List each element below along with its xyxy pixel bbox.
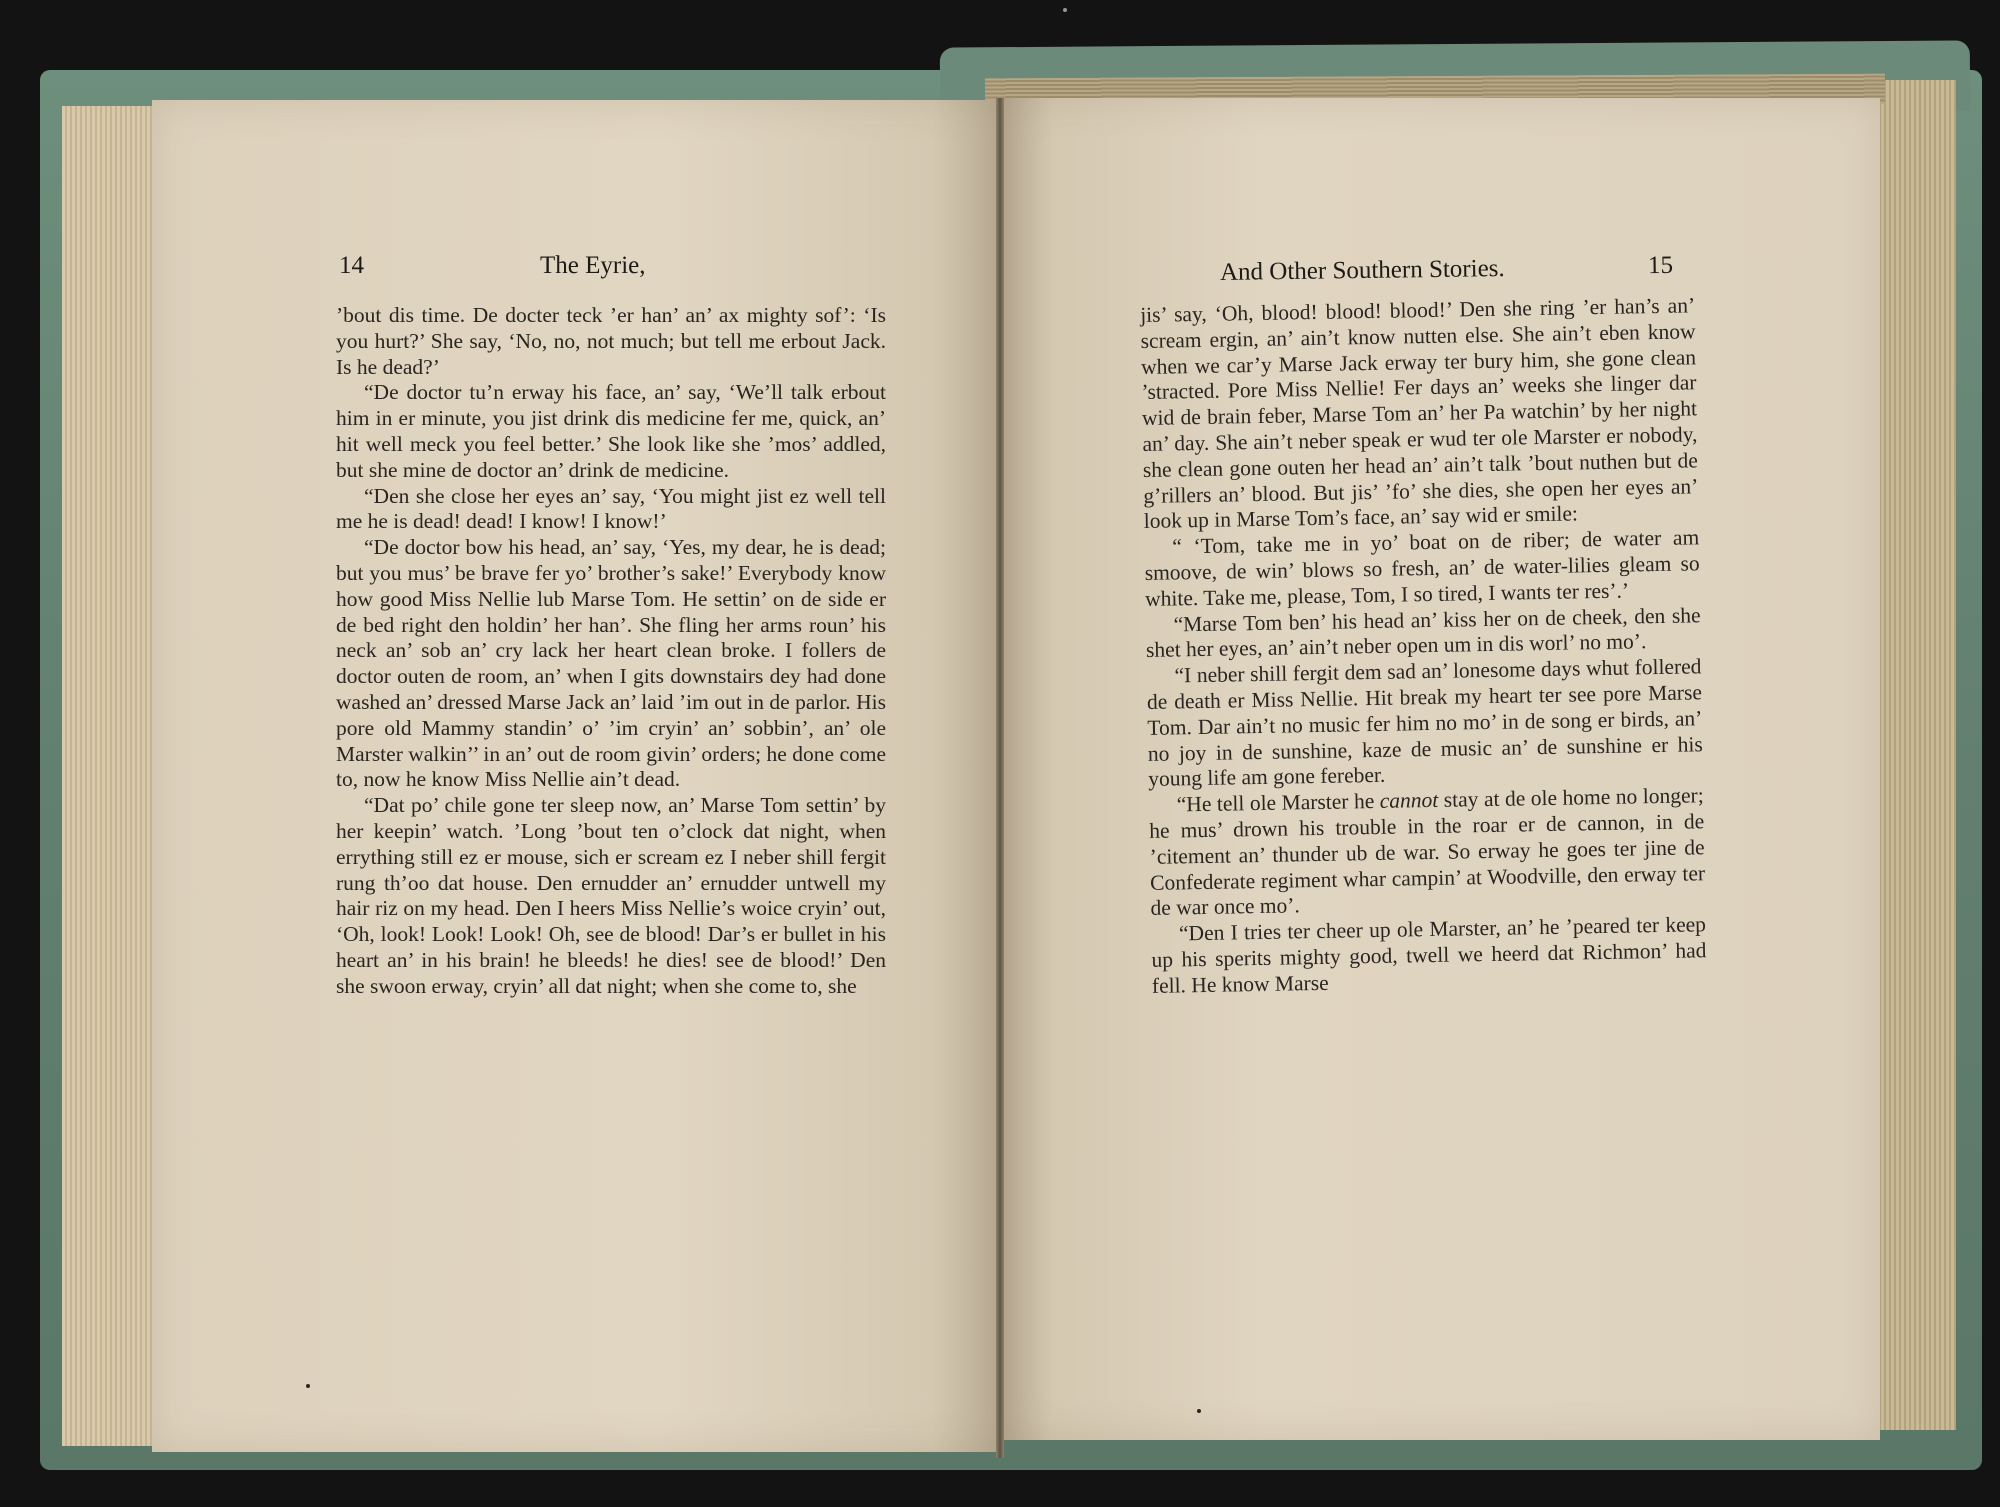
paper-speck [1197,1409,1201,1413]
right-running-title: And Other Southern Stories. [1219,255,1505,286]
right-page-text [1140,293,1707,999]
paragraph: “Dat po’ chile gone ter sleep now, an’ Marse Tom settin’ by her keepin’ watch. ’Long ’bout ten o’clock dat night, when errything still ez er mouse, sich er scream ez I neber shill fergit rung th’oo dat house. Den ernudder an’ ernudder untwell my hair riz on my head. Den I heers Miss Nellie’s woice cryin’ out, ‘Oh, look! Look! Look! Oh, see de blood! Dar’s er bullet in his heart an’ in his brain! he bleeds! he dies! see de blood!’ Den she swoon erway, cryin’ all dat night; when she come to, she [336,793,886,998]
page-stack-left [62,106,162,1446]
left-running-title: The Eyrie, [540,252,646,279]
paragraph: “Marse Tom ben’ his head an’ kiss her on de cheek, den she shet her eyes, an’ ain’t neber open um in dis worl’ no mo’. [1145,602,1701,663]
paragraph: “De doctor bow his head, an’ say, ‘Yes, my dear, he is dead; but you mus’ be brave fer yo’ brother’s sake!’ Everybody know how good Miss Nellie lub Marse Tom. He settin’ on de side er de bed right den holdin’ her han’. She fling her arms roun’ his neck an’ sob an’ cry lack her heart clean broke. I follers de doctor outen de room, an’ when I gits downstairs dey had done washed an’ dressed Marse Jack an’ laid ’im out in de parlor. His pore old Mammy standin’ o’ ’im cryin’ an’ sobbin’, an’ ole Marster walkin’’ in an’ out de room givin’ orders; he done come to, now he know Miss Nellie ain’t dead. [336,535,886,792]
paragraph: “Den I tries ter cheer up ole Marster, an’ he ’peared ter keep up his sperits mighty good, twell we heerd dat Richmon’ had fell. He know Marse [1151,912,1707,998]
text-run: “He tell ole Marster he [1176,789,1375,817]
paragraph: ’bout dis time. De docter teck ’er han’ an’ ax mighty sof’: ‘Is you hurt?’ She say, ‘No, no, not much; but tell me erbout Jack. Is he dead?’ [336,303,886,379]
left-page-text [336,303,886,1000]
paragraph: jis’ say, ‘Oh, blood! blood! blood!’ Den she ring ’er han’s an’ scream ergin, an’ ain’t know nutten else. She ain’t eben know when we car’y Marse Jack erway ter bury him, she gone clean ’stracted. Pore Miss Nellie! Fer days an’ weeks she linger dar wid de brain feber, Marse Tom an’ her Pa watchin’ by her night an’ day. She ain’t neber speak er wud ter ole Marster er nobody, she clean gone outen her head an’ ain’t talk ’bout nuthen but de g’rillers an’ blood. But jis’ ’fo’ she dies, she open her eyes an’ look up in Marse Tom’s face, an’ say wid er smile: [1140,293,1699,534]
paragraph: “Den she close her eyes an’ say, ‘You might jist ez well tell me he is dead! dead! I know! I know!’ [336,483,886,534]
left-page-number: 14 [339,252,364,279]
text-run: stay at de ole home no longer; he mus’ drown his trouble in the roar er de cannon, in de ’citement an’ thunder ub de war. So erway he goes ter jine de Confederate regiment whar campin’ at Woodville, den erway ter de war once mo’. [1149,783,1706,921]
paper-speck [1063,8,1067,12]
book-gutter [996,98,1004,1458]
paper-speck [306,1384,310,1388]
right-page-number: 15 [1647,251,1674,280]
italic-text: cannot [1379,788,1439,814]
paragraph: “De doctor tu’n erway his face, an’ say, ‘We’ll talk erbout him in er minute, you jist drink dis medicine fer me, quick, an’ hit well meck you feel better.’ She look like she ’mos’ addled, but she mine de doctor an’ drink de medicine. [336,380,886,482]
paragraph [1149,783,1706,922]
paragraph: “ ‘Tom, take me in yo’ boat on de riber; de water am smoove, de win’ blows so fresh, an’ de water-lilies gleam so white. Take me, please, Tom, I so tired, I wants ter res’.’ [1144,525,1700,611]
paragraph: “I neber shill fergit dem sad an’ lonesome days whut follered de death er Miss Nellie. Hit break my heart ter see pore Marse Tom. Dar ain’t no music fer him no mo’ in de song er birds, an’ no joy in de sunshine, kaze de music an’ de sunshine er his young life am gone fereber. [1146,654,1703,792]
